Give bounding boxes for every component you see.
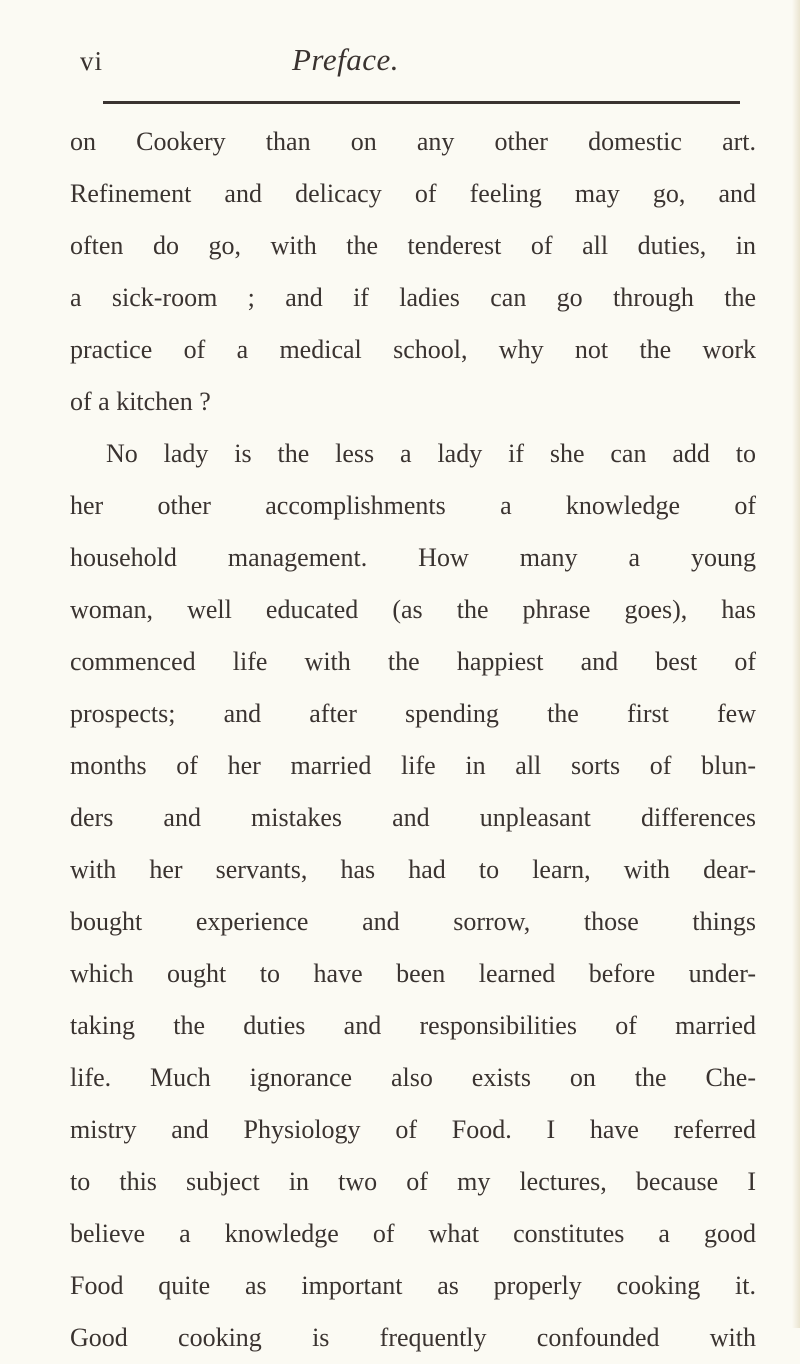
text-line: months of her married life in all sorts of blun-: [70, 751, 756, 780]
body-text: [70, 116, 756, 1364]
text-line: taking the duties and responsibilities of married: [70, 1011, 756, 1040]
text-line: her other accomplishments a knowledge of: [70, 491, 756, 520]
text-line: bought experience and sorrow, those things: [70, 907, 756, 936]
text-line: Food quite as important as properly cooking it.: [70, 1271, 756, 1300]
page-edge-shadow: [792, 0, 800, 1328]
text-line: household management. How many a young: [70, 543, 756, 572]
text-line: life. Much ignorance also exists on the Che-: [70, 1063, 756, 1092]
text-line: of a kitchen ?: [70, 387, 211, 416]
running-head: Preface.: [292, 42, 399, 77]
text-line: prospects; and after spending the first few: [70, 699, 756, 728]
text-line: mistry and Physiology of Food. I have referred: [70, 1115, 756, 1144]
text-line: which ought to have been learned before under-: [70, 959, 756, 988]
paragraph-first-line: No lady is the less a lady if she can add to: [106, 439, 756, 468]
text-line: woman, well educated (as the phrase goes), has: [70, 595, 756, 624]
page-number: vi: [80, 46, 104, 76]
text-line: believe a knowledge of what constitutes a good: [70, 1219, 756, 1248]
text-line: to this subject in two of my lectures, because I: [70, 1167, 756, 1196]
text-line: Good cooking is frequently confounded with: [70, 1323, 756, 1352]
text-line: Refinement and delicacy of feeling may go, and: [70, 179, 756, 208]
text-line: with her servants, has had to learn, with dear-: [70, 855, 756, 884]
text-line: a sick-room ; and if ladies can go through the: [70, 283, 756, 312]
text-line: on Cookery than on any other domestic art.: [70, 127, 756, 156]
header-rule: [103, 101, 740, 104]
text-line: practice of a medical school, why not the work: [70, 335, 756, 364]
text-line: ders and mistakes and unpleasant differences: [70, 803, 756, 832]
text-line: often do go, with the tenderest of all duties, in: [70, 231, 756, 260]
text-line: commenced life with the happiest and best of: [70, 647, 756, 676]
